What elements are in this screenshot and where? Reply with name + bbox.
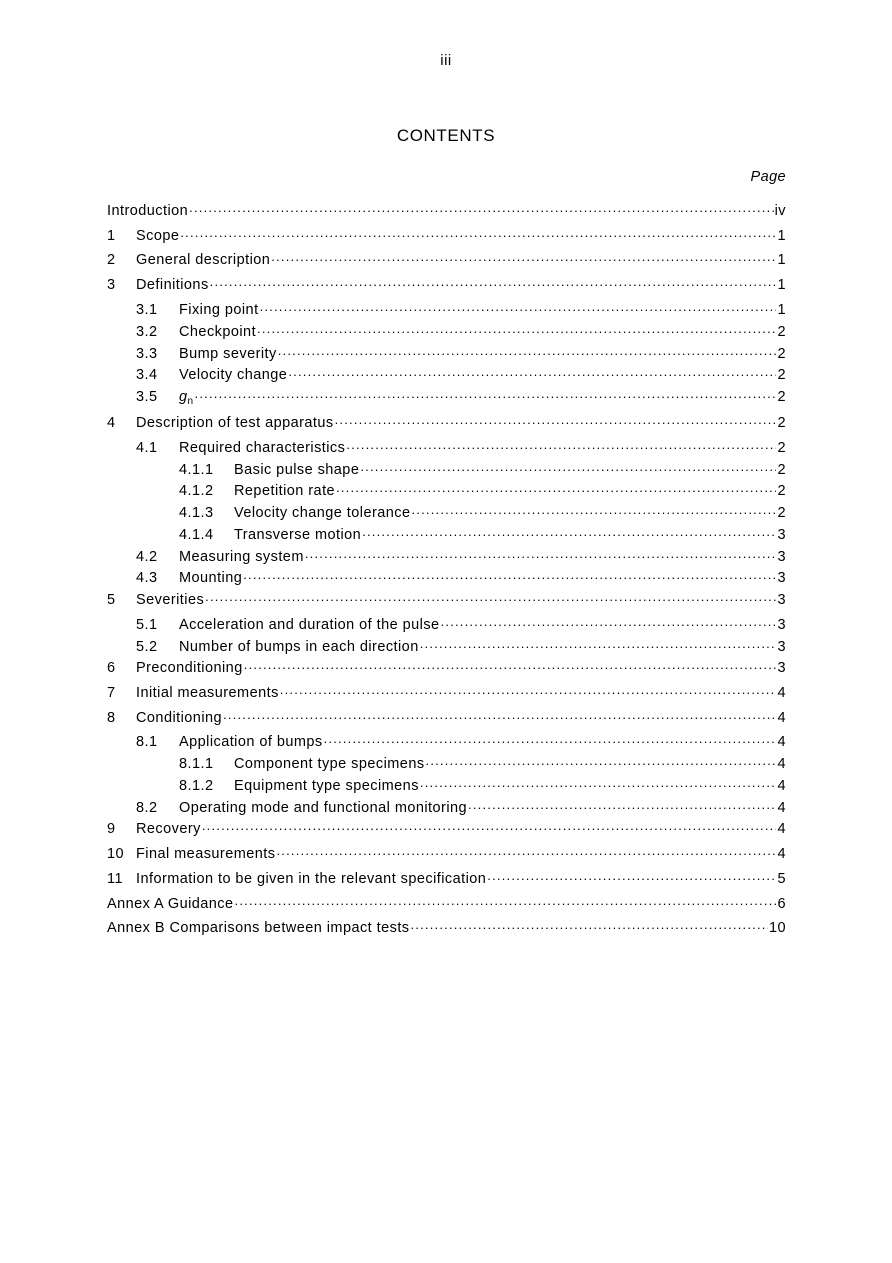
dot-leader xyxy=(180,226,776,240)
toc-entry-title: Mounting xyxy=(179,570,243,586)
toc-entry-number: 11 xyxy=(107,871,123,887)
toc-entry-page: 4 xyxy=(777,710,786,726)
toc-entry-number: 3 xyxy=(107,277,116,293)
toc-entry-title: Information to be given in the relevant specification xyxy=(136,871,487,887)
page-number: iii xyxy=(440,52,452,69)
toc-entry-11[interactable] xyxy=(107,869,786,888)
toc-entry-page: 3 xyxy=(777,527,786,543)
dot-leader xyxy=(210,275,777,289)
toc-entry-page: 4 xyxy=(777,846,786,862)
toc-entry-title: Fixing point xyxy=(179,302,259,318)
toc-entry-number: 3.2 xyxy=(136,324,158,340)
toc-entry-page: 2 xyxy=(777,505,786,521)
dot-leader xyxy=(243,568,776,582)
toc-entry-1[interactable] xyxy=(107,226,786,245)
dot-leader xyxy=(346,438,776,452)
toc-entry-title: Definitions xyxy=(136,277,209,293)
toc-entry-title: Severities xyxy=(136,592,205,608)
toc-entry-title: Final measurements xyxy=(136,846,276,862)
toc-entry-page: 2 xyxy=(777,483,786,499)
dot-leader xyxy=(362,525,776,539)
toc-entry-annex-a[interactable] xyxy=(107,894,786,913)
toc-entry-page: 2 xyxy=(777,367,786,383)
contents-heading: CONTENTS xyxy=(396,126,496,145)
toc-entry-page: 1 xyxy=(777,252,786,268)
toc-entry-4-1-2[interactable] xyxy=(179,481,786,500)
toc-entry-number: 4 xyxy=(107,415,116,431)
toc-entry-title: Conditioning xyxy=(136,710,223,726)
toc-entry-title: Acceleration and duration of the pulse xyxy=(179,617,440,633)
toc-entry-number: 7 xyxy=(107,685,116,701)
toc-entry-page: 4 xyxy=(777,685,786,701)
toc-entry-title: Repetition rate xyxy=(234,483,336,499)
dot-leader xyxy=(244,658,777,672)
toc-entry-10[interactable] xyxy=(107,844,786,863)
toc-entry-page: 4 xyxy=(777,800,786,816)
toc-entry-page: 4 xyxy=(777,778,786,794)
toc-entry-annex-b[interactable] xyxy=(107,918,786,937)
toc-entry-8-2[interactable] xyxy=(136,798,786,817)
toc-entry-4-3[interactable] xyxy=(136,568,786,587)
dot-leader xyxy=(305,547,777,561)
toc-entry-number: 4.3 xyxy=(136,570,158,586)
toc-entry-page: 2 xyxy=(777,324,786,340)
toc-entry-3[interactable] xyxy=(107,275,786,294)
toc-entry-number: 4.1.4 xyxy=(179,527,214,543)
dot-leader xyxy=(412,503,777,517)
dot-leader xyxy=(235,894,777,908)
toc-entry-page: 10 xyxy=(768,920,786,936)
toc-entry-title: Annex A Guidance xyxy=(107,896,234,912)
toc-entry-title: Required characteristics xyxy=(179,440,346,456)
toc-entry-number: 5.1 xyxy=(136,617,158,633)
dot-leader xyxy=(336,481,776,495)
toc-entry-title: Equipment type specimens xyxy=(234,778,419,794)
toc-entry-number: 6 xyxy=(107,660,116,676)
toc-entry-4-2[interactable] xyxy=(136,547,786,566)
toc-entry-number: 4.1.1 xyxy=(179,462,214,478)
toc-entry-5-1[interactable] xyxy=(136,615,786,634)
toc-entry-3-3[interactable] xyxy=(136,344,786,363)
dot-leader xyxy=(271,250,776,264)
toc-entry-title: Component type specimens xyxy=(234,756,425,772)
toc-entry-title: General description xyxy=(136,252,271,268)
toc-entry-page: 3 xyxy=(777,660,786,676)
dot-leader xyxy=(257,322,776,336)
dot-leader xyxy=(487,869,776,883)
toc-entry-title: Application of bumps xyxy=(179,734,323,750)
toc-entry-page: 3 xyxy=(777,570,786,586)
toc-entry-3-2[interactable] xyxy=(136,322,786,341)
toc-entry-4-1[interactable] xyxy=(136,438,786,457)
toc-entry-3-1[interactable] xyxy=(136,300,786,319)
toc-entry-8-1[interactable] xyxy=(136,732,786,751)
toc-entry-number: 4.2 xyxy=(136,549,158,565)
toc-entry-title: Preconditioning xyxy=(136,660,243,676)
toc-entry-title: Introduction xyxy=(107,203,189,219)
toc-entry-number: 2 xyxy=(107,252,116,268)
toc-entry-number: 1 xyxy=(107,228,116,244)
dot-leader xyxy=(278,344,777,358)
toc-entry-title: Checkpoint xyxy=(179,324,257,340)
toc-entry-title: Transverse motion xyxy=(234,527,362,543)
dot-leader xyxy=(223,708,776,722)
toc-entry-9[interactable] xyxy=(107,819,786,838)
toc-entry-page: 2 xyxy=(777,415,786,431)
toc-entry-4[interactable] xyxy=(107,413,786,432)
toc-entry-title: Bump severity xyxy=(179,346,277,362)
toc-entry-4-1-4[interactable] xyxy=(179,525,786,544)
toc-entry-title: Velocity change xyxy=(179,367,288,383)
toc-entry-3-4[interactable] xyxy=(136,365,786,384)
toc-entry-number: 4.1.3 xyxy=(179,505,214,521)
toc-entry-8-1-2[interactable] xyxy=(179,776,786,795)
toc-entry-page: 4 xyxy=(777,756,786,772)
gn-symbol: g xyxy=(179,389,188,405)
toc-entry-page: 3 xyxy=(777,592,786,608)
toc-entry-page: 1 xyxy=(777,302,786,318)
toc-entry-page: 2 xyxy=(777,462,786,478)
toc-entry-title xyxy=(179,389,194,407)
toc-entry-5-2[interactable] xyxy=(136,637,786,656)
toc-entry-number: 9 xyxy=(107,821,116,837)
dot-leader xyxy=(202,819,777,833)
toc-entry-number: 3.4 xyxy=(136,367,158,383)
toc-entry-7[interactable] xyxy=(107,683,786,702)
toc-entry-title: Measuring system xyxy=(179,549,304,565)
dot-leader xyxy=(411,918,768,932)
toc-entry-number: 8.1.1 xyxy=(179,756,214,772)
toc-entry-title: Scope xyxy=(136,228,180,244)
toc-entry-page: 2 xyxy=(777,346,786,362)
dot-leader xyxy=(205,590,776,604)
toc-entry-page: 1 xyxy=(777,228,786,244)
toc-entry-page: 6 xyxy=(777,896,786,912)
toc-entry-5[interactable] xyxy=(107,590,786,609)
toc-entry-2[interactable] xyxy=(107,250,786,269)
toc-entry-number: 8.2 xyxy=(136,800,158,816)
toc-entry-number: 3.5 xyxy=(136,389,158,405)
toc-entry-6[interactable] xyxy=(107,658,786,677)
toc-entry-number: 5.2 xyxy=(136,639,158,655)
toc-entry-title: Operating mode and functional monitoring xyxy=(179,800,468,816)
dot-leader xyxy=(288,365,776,379)
toc-entry-title: Basic pulse shape xyxy=(234,462,360,478)
toc-entry-number: 4.1 xyxy=(136,440,158,456)
toc-entry-page: 3 xyxy=(777,617,786,633)
toc-entry-8[interactable] xyxy=(107,708,786,727)
toc-entry-title: Description of test apparatus xyxy=(136,415,334,431)
toc-entry-title: Annex B Comparisons between impact tests xyxy=(107,920,410,936)
dot-leader xyxy=(420,776,777,790)
toc-entry-page: 3 xyxy=(777,639,786,655)
toc-entry-page: 4 xyxy=(777,821,786,837)
toc-entry-page: 1 xyxy=(777,277,786,293)
toc-entry-title: Number of bumps in each direction xyxy=(179,639,419,655)
toc-entry-number: 10 xyxy=(107,846,125,862)
toc-entry-page: iv xyxy=(774,203,786,219)
dot-leader xyxy=(426,754,777,768)
dot-leader xyxy=(195,387,777,401)
toc-entry-page: 5 xyxy=(777,871,786,887)
toc-entry-page: 2 xyxy=(777,440,786,456)
dot-leader xyxy=(276,844,776,858)
toc-entry-number: 8.1 xyxy=(136,734,158,750)
dot-leader xyxy=(280,683,777,697)
toc-entry-title: Recovery xyxy=(136,821,201,837)
toc-entry-number: 8 xyxy=(107,710,116,726)
dot-leader xyxy=(360,460,776,474)
dot-leader xyxy=(189,201,773,215)
toc-entry-number: 4.1.2 xyxy=(179,483,214,499)
page-column-label: Page xyxy=(750,169,786,185)
toc-entry-number: 3.1 xyxy=(136,302,158,318)
toc-entry-3-5[interactable] xyxy=(136,387,786,406)
toc-entry-4-1-1[interactable] xyxy=(179,460,786,479)
toc-entry-page: 4 xyxy=(777,734,786,750)
toc-entry-8-1-1[interactable] xyxy=(179,754,786,773)
toc-entry-number: 3.3 xyxy=(136,346,158,362)
dot-leader xyxy=(260,300,777,314)
dot-leader xyxy=(335,413,777,427)
toc-entry-introduction[interactable] xyxy=(107,201,786,220)
gn-subscript: n xyxy=(187,396,194,407)
toc-entry-page: 2 xyxy=(777,389,786,405)
toc-entry-title: Initial measurements xyxy=(136,685,279,701)
dot-leader xyxy=(441,615,777,629)
dot-leader xyxy=(468,798,776,812)
toc-entry-number: 8.1.2 xyxy=(179,778,214,794)
toc-entry-title: Velocity change tolerance xyxy=(234,505,411,521)
toc-entry-4-1-3[interactable] xyxy=(179,503,786,522)
dot-leader xyxy=(420,637,777,651)
dot-leader xyxy=(324,732,777,746)
toc-entry-page: 3 xyxy=(777,549,786,565)
toc-entry-number: 5 xyxy=(107,592,116,608)
